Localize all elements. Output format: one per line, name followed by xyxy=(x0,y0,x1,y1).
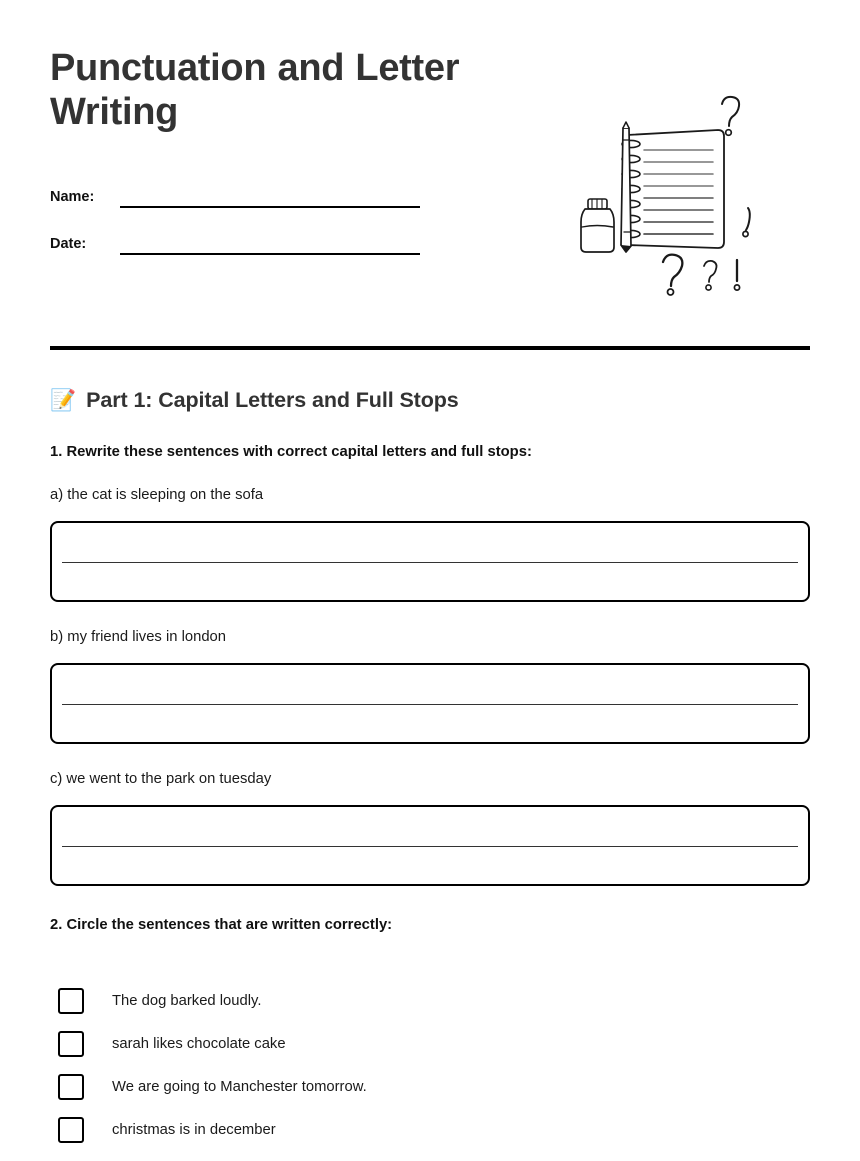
checkbox-option-2[interactable] xyxy=(58,1031,84,1057)
date-input-line[interactable] xyxy=(120,253,420,255)
checkbox-option-4[interactable] xyxy=(58,1117,84,1143)
list-item[interactable] xyxy=(50,1065,810,1108)
question-1c-answer-box[interactable] xyxy=(50,805,810,886)
page-title: Punctuation and Letter Writing xyxy=(50,47,460,134)
worksheet-body xyxy=(0,350,860,1151)
question-mark-icon xyxy=(722,97,739,135)
date-label: Date: xyxy=(50,235,87,252)
pencil-icon xyxy=(621,122,631,252)
worksheet-header xyxy=(0,0,860,300)
date-row xyxy=(50,208,470,255)
name-row xyxy=(50,161,470,208)
checkbox-label: sarah likes chocolate cake xyxy=(112,1035,286,1052)
memo-icon: 📝 xyxy=(50,389,77,412)
checkbox-label: christmas is in december xyxy=(112,1121,276,1138)
student-info-block xyxy=(50,161,470,255)
question-mark-icon xyxy=(704,261,717,290)
illustration-svg xyxy=(572,82,780,308)
spiral-notebook-icon xyxy=(622,130,724,248)
writing-line xyxy=(62,846,798,847)
question-2-options xyxy=(50,979,810,1151)
ink-bottle-icon xyxy=(581,199,614,252)
checkbox-label: The dog barked loudly. xyxy=(112,992,262,1009)
list-item[interactable] xyxy=(50,1022,810,1065)
question-1a-answer-box[interactable] xyxy=(50,521,810,602)
part1-heading xyxy=(50,388,810,413)
writing-line xyxy=(62,562,798,563)
checkbox-option-3[interactable] xyxy=(58,1074,84,1100)
checkbox-option-1[interactable] xyxy=(58,988,84,1014)
list-item[interactable] xyxy=(50,1108,810,1151)
writing-line xyxy=(62,704,798,705)
checkbox-label: We are going to Manchester tomorrow. xyxy=(112,1078,367,1095)
name-label: Name: xyxy=(50,188,95,205)
question-mark-icon xyxy=(663,255,682,295)
notebook-pencil-ink-punctuation-illustration xyxy=(572,82,780,308)
question-1b-answer-box[interactable] xyxy=(50,663,810,744)
list-item[interactable] xyxy=(50,979,810,1022)
exclamation-mark-icon xyxy=(734,260,739,290)
question-1a-label: a) the cat is sleeping on the sofa xyxy=(50,487,264,503)
question-2-prompt: 2. Circle the sentences that are written correctly: xyxy=(50,917,393,933)
part1-title: Part 1: Capital Letters and Full Stops xyxy=(86,388,459,412)
comma-icon xyxy=(743,208,750,237)
question-1b-label: b) my friend lives in london xyxy=(50,629,227,645)
name-input-line[interactable] xyxy=(120,206,420,208)
question-1-prompt: 1. Rewrite these sentences with correct capital letters and full stops: xyxy=(50,444,532,460)
question-1c-label: c) we went to the park on tuesday xyxy=(50,771,272,787)
